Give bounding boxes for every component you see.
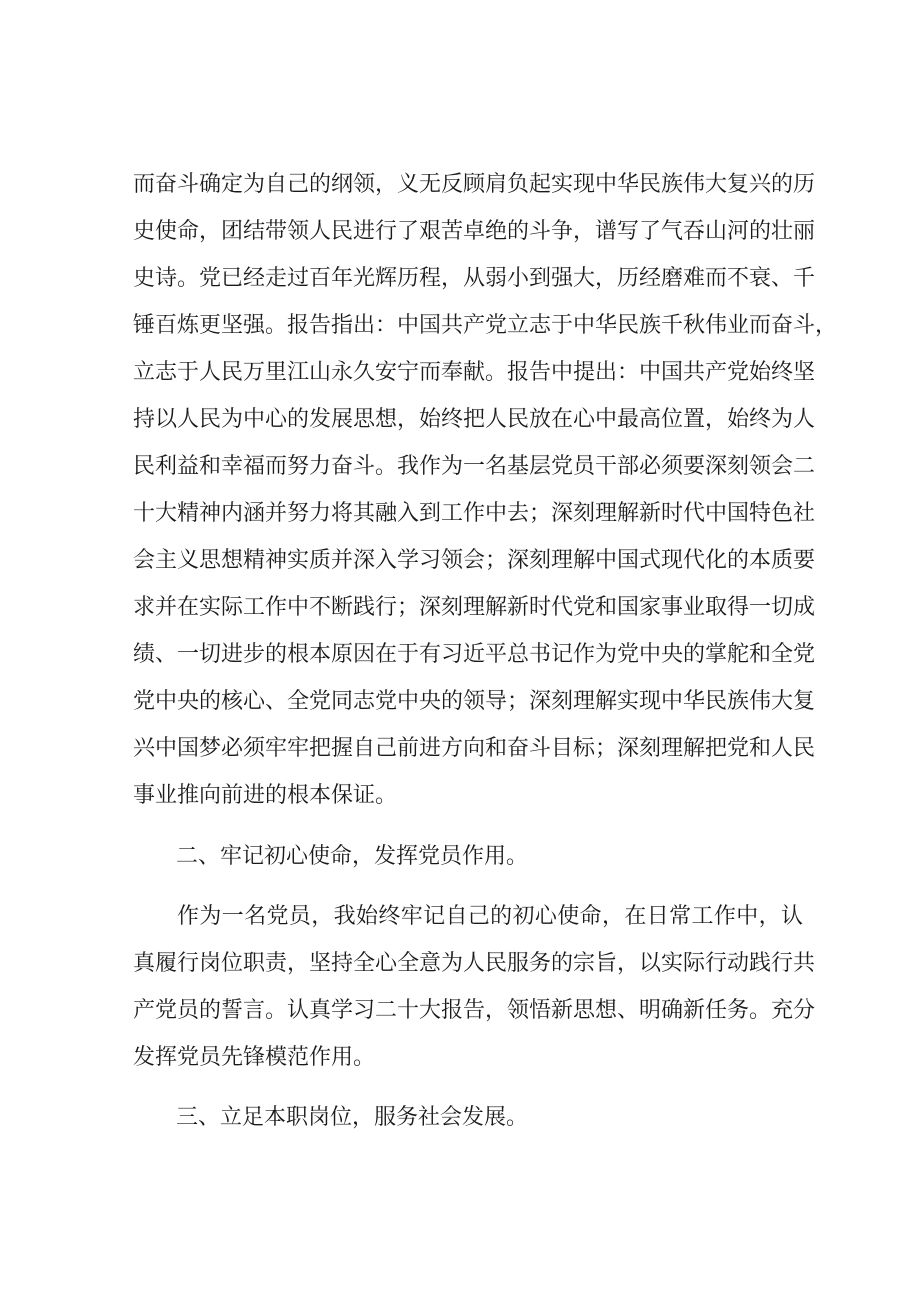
paragraph-line: 立志于人民万里江山永久安宁而奉献。报告中提出：中国共产党始终坚	[133, 360, 816, 385]
paragraph-line: 民利益和幸福而努力奋斗。我作为一名基层党员干部必须要深刻领会二	[133, 454, 816, 479]
section-heading: 三、立足本职岗位，服务社会发展。	[176, 1105, 529, 1130]
paragraph-line: 史诗。党已经走过百年光辉历程，从弱小到强大，历经磨难而不衰、千	[133, 266, 816, 291]
paragraph-line: 十大精神内涵并努力将其融入到工作中去；深刻理解新时代中国特色社	[133, 501, 816, 526]
paragraph-line: 党中央的核心、全党同志党中央的领导；深刻理解实现中华民族伟大复	[133, 689, 816, 714]
paragraph-line: 而奋斗确定为自己的纲领，义无反顾肩负起实现中华民族伟大复兴的历	[133, 172, 816, 197]
paragraph-line: 发挥党员先锋模范作用。	[133, 1045, 376, 1070]
paragraph-line: 事业推向前进的根本保证。	[133, 783, 398, 808]
paragraph-line: 绩、一切进步的根本原因在于有习近平总书记作为党中央的掌舵和全党	[133, 642, 816, 667]
paragraph-line: 产党员的誓言。认真学习二十大报告，领悟新思想、明确新任务。充分	[133, 998, 816, 1023]
paragraph-line: 兴中国梦必须牢牢把握自己前进方向和奋斗目标；深刻理解把党和人民	[133, 736, 816, 761]
paragraph-line: 史使命，团结带领人民进行了艰苦卓绝的斗争，谱写了气吞山河的壮丽	[133, 219, 816, 244]
section-heading: 二、牢记初心使命，发挥党员作用。	[176, 844, 529, 869]
paragraph-line: 求并在实际工作中不断践行；深刻理解新时代党和国家事业取得一切成	[133, 595, 816, 620]
paragraph-line: 真履行岗位职责，坚持全心全意为人民服务的宗旨，以实际行动践行共	[133, 951, 816, 976]
paragraph-line: 会主义思想精神实质并深入学习领会；深刻理解中国式现代化的本质要	[133, 548, 816, 573]
paragraph-line: 持以人民为中心的发展思想，始终把人民放在心中最高位置，始终为人	[133, 407, 816, 432]
paragraph-line: 锤百炼更坚强。报告指出：中国共产党立志于中华民族千秋伟业而奋斗，	[133, 313, 838, 338]
paragraph-line: 作为一名党员，我始终牢记自己的初心使命，在日常工作中，认	[177, 904, 803, 929]
